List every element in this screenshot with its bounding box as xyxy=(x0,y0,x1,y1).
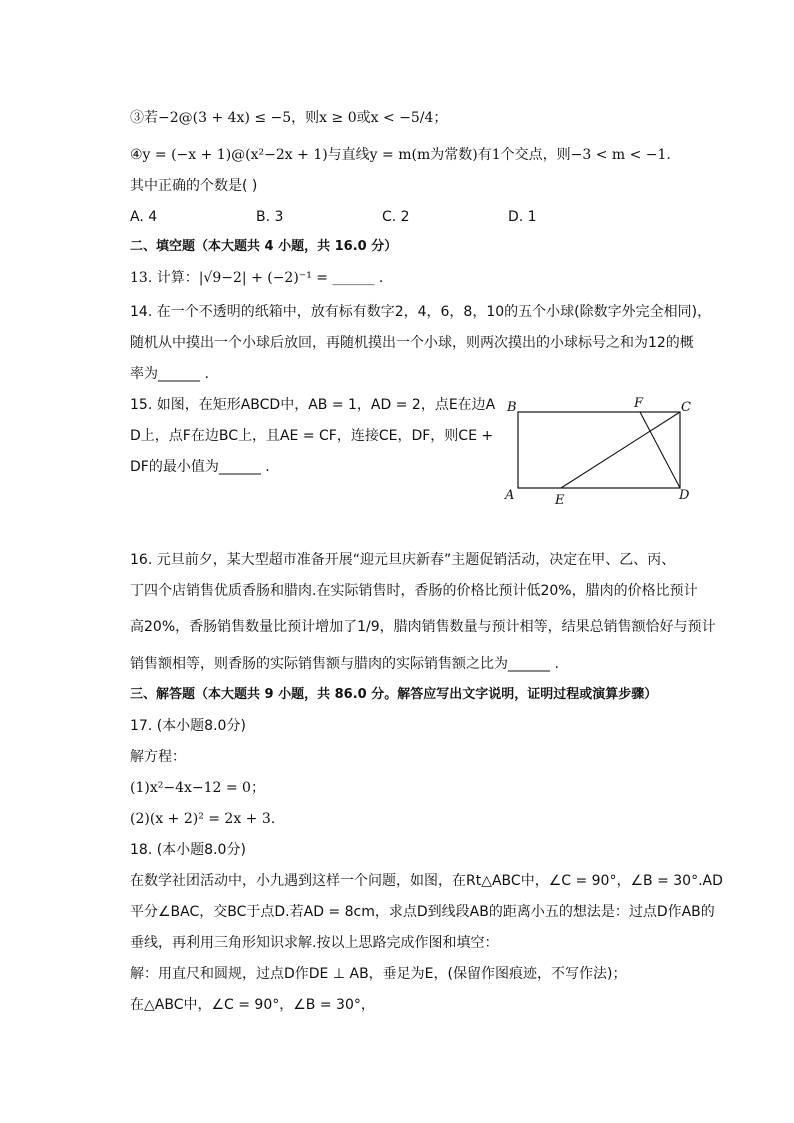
q18-header: 18. (本小题8.0分) xyxy=(130,842,246,858)
q18-line-5: 在△ABC中，∠C = 90°，∠B = 30°， xyxy=(130,997,375,1013)
segment-df xyxy=(640,412,680,488)
q16-line-4: 销售额相等，则香肠的实际销售额与腊肉的实际销售额之比为______ . xyxy=(130,656,559,672)
q15-line-2: D上，点F在边BC上，且AE = CF，连接CE，DF，则CE + xyxy=(130,428,494,444)
q15-rectangle-figure xyxy=(498,392,698,512)
q16-line-1: 16. 元旦前夕，某大型超市准备开展“迎元旦庆新春”主题促销活动，决定在甲、乙、丙、 xyxy=(130,552,676,568)
q18-line-2: 平分∠BAC，交BC于点D.若AD = 8cm，求点D到线段AB的距离小五的想法是：过点D作AB的 xyxy=(130,904,715,920)
section-2-heading: 二、填空题（本大题共 4 小题，共 16.0 分） xyxy=(130,239,398,254)
q18-line-4: 解：用直尺和圆规，过点D作DE ⊥ AB，垂足为E，(保留作图痕迹，不写作法)； xyxy=(130,966,627,982)
q12-statement-3: ③若−2@(3 + 4x) ≤ −5，则x ≥ 0或x < −5/4； xyxy=(130,110,448,126)
label-a: A xyxy=(505,488,515,503)
segment-ce xyxy=(561,412,680,488)
label-b: B xyxy=(507,400,517,415)
q12-option-c: C. 2 xyxy=(382,209,410,225)
q15-line-1: 15. 如图，在矩形ABCD中，AB = 1，AD = 2，点E在边A xyxy=(130,397,496,413)
q16-line-3: 高20%，香肠销售数量比预计增加了1/9，腊肉销售数量与预计相等，结果总销售额恰好与预计 xyxy=(130,619,716,635)
q18-line-1: 在数学社团活动中，小九遇到这样一个问题，如图，在Rt△ABC中，∠C = 90°，∠B = 30°.AD xyxy=(130,873,723,889)
q12-statement-4: ④y = (−x + 1)@(x²−2x + 1)与直线y = m(m为常数)有1个交点，则−3 < m < −1. xyxy=(130,147,671,163)
label-f: F xyxy=(634,396,644,411)
q12-question: 其中正确的个数是( ) xyxy=(130,178,258,194)
label-d: D xyxy=(679,488,690,503)
q17-eq-2: (2)(x + 2)² = 2x + 3. xyxy=(130,811,276,827)
q14-line-1: 14. 在一个不透明的纸箱中，放有标有数字2，4，6，8，10的五个小球(除数字外完全相同)， xyxy=(130,304,712,320)
q12-option-d: D. 1 xyxy=(508,209,537,225)
q15-line-3: DF的最小值为______ . xyxy=(130,459,270,475)
q12-option-b: B. 3 xyxy=(256,209,284,225)
label-e: E xyxy=(555,493,565,508)
rectangle-abcd xyxy=(518,412,680,488)
q14-line-2: 随机从中摸出一个小球后放回，再随机摸出一个小球，则两次摸出的小球标号之和为12的概 xyxy=(130,335,694,351)
label-c: C xyxy=(681,400,691,415)
q17-header: 17. (本小题8.0分) xyxy=(130,718,246,734)
q13-text: 13. 计算：|√9−2| + (−2)⁻¹ = ______ . xyxy=(130,270,384,286)
q14-line-3: 率为______ . xyxy=(130,366,209,382)
q18-line-3: 垂线，再利用三角形知识求解.按以上思路完成作图和填空： xyxy=(130,935,499,951)
section-3-heading: 三、解答题（本大题共 9 小题，共 86.0 分。解答应写出文字说明，证明过程或演算步骤） xyxy=(130,687,658,702)
q17-prompt: 解方程： xyxy=(130,749,186,765)
q17-eq-1: (1)x²−4x−12 = 0； xyxy=(130,780,265,796)
q12-option-a: A. 4 xyxy=(130,209,158,225)
q16-line-2: 丁四个店销售优质香肠和腊肉.在实际销售时，香肠的价格比预计低20%，腊肉的价格比预计 xyxy=(130,583,698,599)
